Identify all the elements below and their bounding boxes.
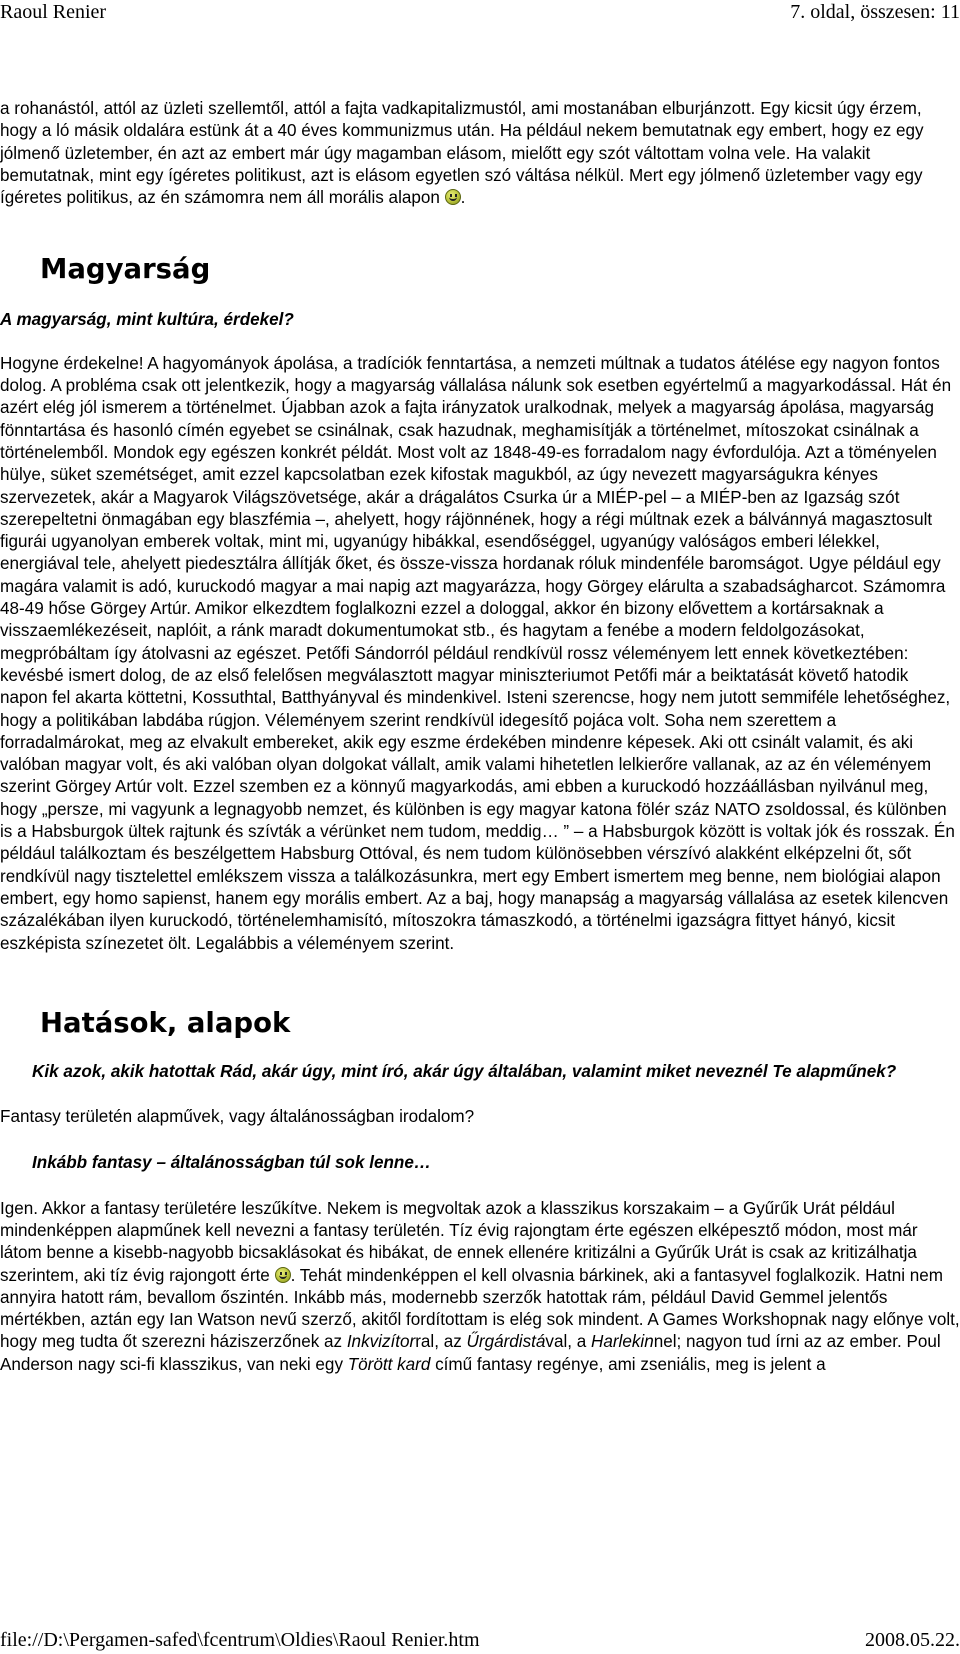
smiley-icon xyxy=(275,1267,291,1283)
interview-question: A magyarság, mint kultúra, érdekel? xyxy=(0,310,294,330)
intro-text: a rohanástól, attól az üzleti szellemtől, attól a fajta vadkapitalizmustól, ami mostanában elburjánzott. Egy kicsit úgy érzem, hogy a ló másik oldalára estünk át a 40 éves kommunizmus után. Ha például nekem bemutatnak egy embert, hogy ez egy jólmenő üzletember, én azt az embert már úgy magamban elásom, mielőtt egy szót váltottam volna vele. Ha valakit bemutatnak, mint egy ígéretes politikust, azt is elásom egyetlen szó váltása nélkül. Mert egy jólmenő üzletember vagy egy ígéretes politikus, az én számomra nem áll morális alapon xyxy=(0,99,924,208)
interview-answer: Hogyne érdekelne! A hagyományok ápolása, a tradíciók fenntartása, a nemzeti múltnak a tudatos átélése egy nagyon fontos dolog. A probléma csak ott jelentkezik, hogy a magyarság vállalása nálunk sok esetben egyértelmű a magyarkodással. Hát én azért elég jól ismerem a történelmet. Újabban azok a fajta irányzatok uralkodnak, melyek a magyarság ápolása, magyarság fönntartása és hasonló címén egyebet se csinálnak, csak hazudnak, meghamisítják a történelmet, mítoszokat csinálnak a történelemből. Mondok egy egészen konkrét példát. Most volt az 1848-49-es forradalom nagy évfordulója. Azt a töményelen hülye, süket szemétséget, amit ezzel kapcsolatban ezek kifostak magukból, az úgy nevezett magyarságukra kényes szervezetek, akár a Magyarok Világszövetsége, akár a drágalátos Csurka úr a MIÉP-pel – a MIÉP-ben az Igazság szót szerepeltetni önmagában egy blaszfémia –, ahelyett, hogy rájönnének, hogy a régi múltnak ezek a bálvánnyá magasztosult figurái ugyanolyan emberek voltak, mint mi, ugyanúgy hibákkal, esendőséggel, ugyanúgy valóságos emberi lélekkel, energiával tele, ahelyett piedesztálra állítják őket, és össze-vissza hordanak róluk mindenféle baromságot. Ugye például egy magára valamit is adó, kuruckodó magyar a mai napig azt magyarázza, hogy Görgey elárulta a szabadságharcot. Számomra 48-49 hőse Görgey Artúr. Amikor elkezdtem foglalkozni ezzel a dologgal, akkor én bizony elővettem a kortársaknak a visszaemlékezéseit, naplóit, a ránk maradt dokumentumokat stb., és hagytam a fenébe a modern feldolgozásokat, megpróbáltam így átolvasni az egészet. Petőfi Sándorról például rendkívül rossz véleményem lett ennek következtében: kevésbé ismert dolog, de az első felelősen megválasztott magyar miniszteriumot Petőfi már a beiktatását követő hatodik napon fel akarta köttetni, Kossuthtal, Batthyányval és mindenkivel. Isteni szerencse, hogy nem jutott semmiféle lehetőséghez, hogy a politikában labdába rúgjon. Véleményem szerint rendkívül idegesítő pojáca volt. Soha nem szerettem a forradalmárokat, meg az elvakult embereket, akik egy eszme érdekében mindenre képesek. Aki ott csinált valamit, és aki valóban magyar volt, és aki valóban olyan dolgokat vállalt, amik valami hihetetlen lelkierőre vallanak, az az én véleményem szerint Görgey Artúr volt. Ezzel szemben ez a könnyű magyarkodás, ami ebben a kuruckodó hozzáállásban nyilvánul meg, hogy „persze, mi vagyunk a legnagyobb nemzet, és különben is egy magyar katona fölér száz NATO zsoldossal, és különben is a Habsburgok ültek rajtunk és szívták a vérünket nem tudom, meddig… ” – a Habsburgok között is voltak jók és rosszak. Én például találkoztam és beszélgettem Habsburg Ottóval, és nem tudom különösebben vérszívó alakként elképzelni őt, sőt rendkívül nagy tisztelettel emlékszem vissza a találkozásunkra, mert egy Embert ismertem meg benne, nem biológiai alapon embert, egy homo sapienst, hanem egy morális embert. Az a baj, hogy manapság a magyarság vállalása az esetek kilencven százalékában ilyen kuruckodó, történelemhamisító, mítoszokra támaszkodó, a történelmi igazságra fittyet hányó, kicsit eszképista színezetet ölt. Legalábbis a véleményem szerint. xyxy=(0,353,955,953)
section-heading-magyarsag: Magyarság xyxy=(40,253,211,286)
footer-date: 2008.05.22. xyxy=(865,1629,960,1651)
book-title: Inkvizítor xyxy=(346,1332,416,1352)
footer-file-path: file://D:\Pergamen-safed\fcentrum\Oldies\Raoul Renier.htm xyxy=(0,1629,480,1651)
interview-question: Inkább fantasy – általánosságban túl sok lenne… xyxy=(32,1153,431,1173)
book-title: Harlekin xyxy=(591,1332,654,1352)
section-heading-hatasok: Hatások, alapok xyxy=(40,1006,291,1039)
header-author: Raoul Renier xyxy=(0,1,107,23)
article-body xyxy=(0,98,960,1376)
intro-paragraph: a rohanástól, attól az üzleti szellemtől, attól a fajta vadkapitalizmustól, ami mostanában elburjánzott. Egy kicsit úgy érzem, hogy a ló másik oldalára estünk át a 40 éves kommunizmus után. Ha például nekem bemutatnak egy embert, hogy ez egy jólmenő üzletember, én azt az embert már úgy magamban elásom, mielőtt egy szót váltottam volna vele. Ha valakit bemutatnak, mint egy ígéretes politikust, azt is elásom egyetlen szó váltása nélkül. Mert egy jólmenő üzletember vagy egy ígéretes politikus, az én számomra nem áll morális alapon . xyxy=(0,99,924,208)
interview-answer: Igen. Akkor a fantasy területére leszűkítve. Nekem is megvoltak azok a klasszikus korszakaim – a Gyűrűk Urát például mindenképpen alapműnek kell nevezni a fantasy területén. Tíz évig rajongtam érte egészen elképesztő módon, most már látom benne a kisebb-nagyobb bicsaklásokat és hibákat, de ennek ellenére kritizálni a Gyűrűk Urát is csak az kritizálhatja szerintem, aki tíz évig rajongott érte . Tehát mindenképpen el kell olvasnia bárkinek, aki a fantasyvel foglalkozik. Hatni nem annyira hatott rám, bevallom őszintén. Inkább más, modernebb szerzők hatottak rám, például David Gemmel jelentős mértékben, aztán egy Ian Watson nevű szerző, akitől fordítottam is elég sok mindent. A Games Workshopnak nagy előnye volt, hogy meg tudta őt szerezni háziszerzőnek az Inkvizítorral, az Űrgárdistával, a Harlekinnel; nagyon tud írni az az ember. Poul Anderson nagy sci-fi klasszikus, van neki egy Törött kard című fantasy regénye, ami zseniális, meg is jelent a xyxy=(0,1198,960,1374)
header-page-info: 7. oldal, összesen: 11 xyxy=(790,1,960,23)
book-title: Törött kard xyxy=(347,1354,431,1374)
interview-question: Kik azok, akik hatottak Rád, akár úgy, mint író, akár úgy általában, valamint miket neveznél Te alapműnek? xyxy=(32,1061,897,1081)
book-title: Űrgárdistá xyxy=(466,1332,546,1352)
interview-answer: Fantasy területén alapművek, vagy általánosságban irodalom? xyxy=(0,1107,475,1127)
smiley-icon xyxy=(445,189,461,205)
